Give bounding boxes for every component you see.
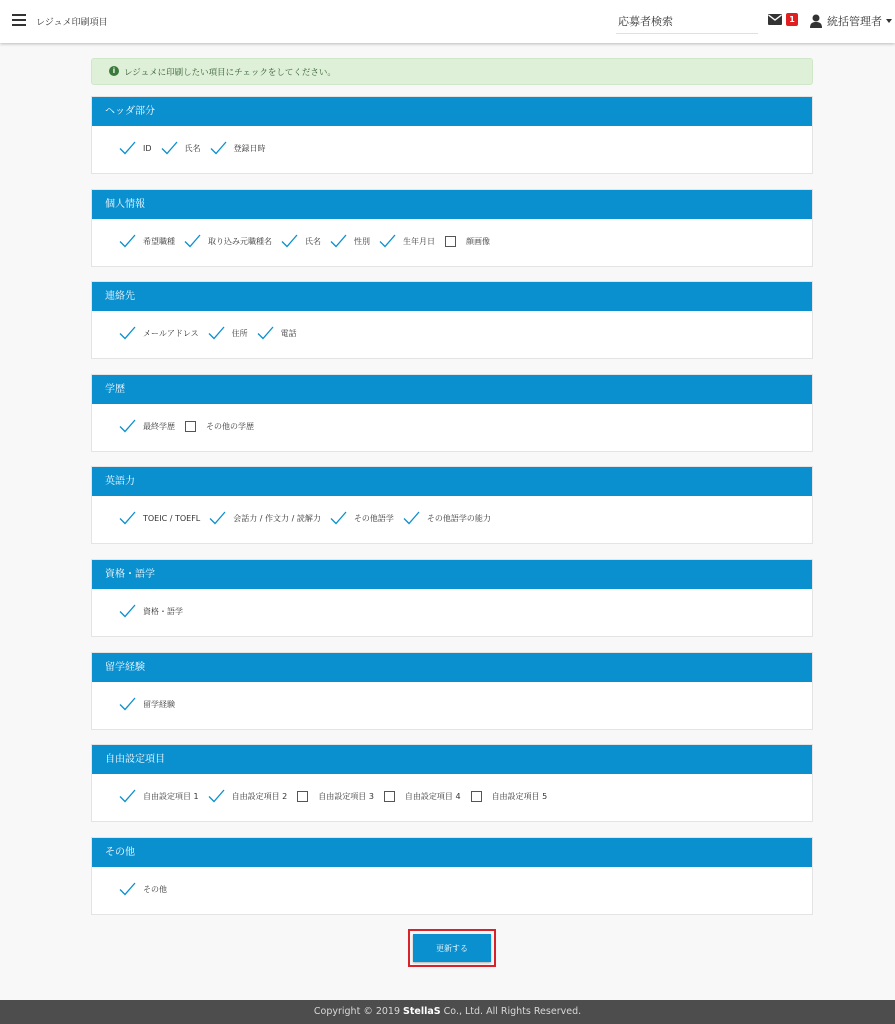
user-menu[interactable] — [810, 12, 892, 30]
option-row — [119, 418, 263, 434]
checkmark-icon — [119, 882, 136, 896]
section-title: 自由設定項目 — [92, 745, 812, 774]
option-label: 会話力 / 作文力 / 読解力 — [233, 513, 321, 523]
checkmark-icon — [161, 141, 178, 155]
update-button-highlight — [408, 929, 496, 967]
checkmark-icon — [330, 511, 347, 525]
unchecked-box-icon — [297, 791, 308, 802]
checkmark-icon — [119, 141, 136, 155]
copyright-prefix: Copyright © 2019 — [313, 1006, 401, 1017]
print-option-checkbox[interactable] — [119, 141, 152, 155]
option-row — [119, 510, 500, 526]
option-label: その他語学の能力 — [426, 513, 491, 523]
print-option-checkbox[interactable] — [119, 326, 199, 340]
print-option-checkbox[interactable] — [161, 141, 201, 155]
checkmark-icon — [119, 697, 136, 711]
print-option-checkbox[interactable] — [119, 882, 167, 896]
print-option-checkbox[interactable] — [119, 419, 175, 433]
option-label: 電話 — [280, 328, 297, 338]
print-option-checkbox[interactable] — [383, 791, 461, 802]
user-name: 統括管理者 — [827, 15, 882, 28]
unchecked-box-icon — [471, 791, 482, 802]
info-alert — [91, 58, 813, 85]
option-label: その他語学 — [353, 513, 394, 523]
mail-icon[interactable] — [768, 14, 782, 25]
option-label: 資格・語学 — [143, 606, 183, 616]
print-option-checkbox[interactable] — [119, 234, 175, 248]
update-button[interactable]: 更新する — [413, 934, 491, 962]
option-label: ID — [143, 143, 152, 153]
print-option-checkbox[interactable] — [444, 236, 490, 247]
print-option-checkbox[interactable] — [210, 141, 266, 155]
print-option-checkbox[interactable] — [208, 326, 248, 340]
option-label: 留学経験 — [143, 699, 175, 709]
applicant-search-input[interactable] — [616, 10, 758, 34]
option-label: 希望職種 — [143, 236, 175, 246]
option-label: 自由設定項目 5 — [491, 791, 548, 801]
section-title: その他 — [92, 838, 812, 867]
user-icon — [810, 14, 822, 28]
section-body — [92, 219, 812, 266]
copyright-suffix: Co., Ltd. All Rights Reserved. — [443, 1006, 582, 1017]
section-1 — [91, 96, 813, 174]
print-option-checkbox[interactable] — [184, 234, 272, 248]
print-option-checkbox[interactable] — [208, 789, 288, 803]
option-row — [119, 325, 306, 341]
section-body — [92, 774, 812, 821]
top-navbar — [0, 0, 895, 43]
section-body — [92, 682, 812, 729]
section-body — [92, 589, 812, 636]
section-title: 学歴 — [92, 375, 812, 404]
option-label: その他 — [143, 884, 167, 894]
checkmark-icon — [119, 604, 136, 618]
checkmark-icon — [210, 141, 227, 155]
print-option-checkbox[interactable] — [119, 789, 199, 803]
option-label: 性別 — [354, 236, 370, 246]
section-title: 連絡先 — [92, 282, 812, 311]
checkmark-icon — [119, 511, 136, 525]
section-title: ヘッダ部分 — [92, 97, 812, 126]
checkmark-icon — [119, 326, 136, 340]
option-label: TOEIC / TOEFL — [143, 513, 201, 523]
checkmark-icon — [281, 234, 298, 248]
print-option-checkbox[interactable] — [184, 421, 254, 432]
section-2 — [91, 189, 813, 267]
print-option-checkbox[interactable] — [257, 326, 297, 340]
option-row — [119, 881, 176, 897]
option-label: 住所 — [231, 328, 248, 338]
option-label: 自由設定項目 4 — [404, 791, 461, 801]
copyright-brand: StellaS — [403, 1006, 441, 1017]
section-body — [92, 496, 812, 543]
option-label: 取り込み元職種名 — [208, 236, 272, 246]
unchecked-box-icon — [384, 791, 395, 802]
print-option-checkbox[interactable] — [470, 791, 548, 802]
checkmark-icon — [119, 789, 136, 803]
option-row — [119, 233, 499, 249]
unchecked-box-icon — [185, 421, 196, 432]
section-title: 資格・語学 — [92, 560, 812, 589]
section-body — [92, 311, 812, 358]
print-option-checkbox[interactable] — [281, 234, 321, 248]
section-5 — [91, 466, 813, 544]
checkmark-icon — [184, 234, 201, 248]
print-option-checkbox[interactable] — [330, 511, 394, 525]
option-label: 氏名 — [305, 236, 321, 246]
print-option-checkbox[interactable] — [296, 791, 374, 802]
section-9 — [91, 837, 813, 915]
option-label: その他の学歴 — [206, 421, 254, 431]
footer — [0, 1000, 895, 1024]
option-label: 自由設定項目 2 — [231, 791, 288, 801]
checkmark-icon — [403, 511, 420, 525]
option-label: 登録日時 — [233, 143, 266, 153]
print-option-checkbox[interactable] — [119, 697, 175, 711]
checkmark-icon — [208, 326, 225, 340]
option-label: 自由設定項目 1 — [143, 791, 199, 801]
section-3 — [91, 281, 813, 359]
section-title: 個人情報 — [92, 190, 812, 219]
option-row — [119, 696, 184, 712]
section-body — [92, 867, 812, 914]
option-label: 最終学歴 — [143, 421, 175, 431]
option-label: 顔画像 — [466, 236, 490, 246]
checkmark-icon — [257, 326, 274, 340]
section-title: 英語力 — [92, 467, 812, 496]
print-option-checkbox[interactable] — [403, 511, 491, 525]
checkmark-icon — [119, 234, 136, 248]
unchecked-box-icon — [445, 236, 456, 247]
checkmark-icon — [379, 234, 396, 248]
page-title: レジュメ印刷項目 — [36, 18, 108, 28]
checkmark-icon — [208, 789, 225, 803]
section-4 — [91, 374, 813, 452]
section-title: 留学経験 — [92, 653, 812, 682]
menu-icon[interactable] — [12, 14, 26, 26]
notification-badge: 1 — [786, 13, 798, 26]
option-label: 生年月日 — [403, 236, 435, 246]
option-row — [119, 140, 275, 156]
option-label: メールアドレス — [143, 328, 199, 338]
section-body — [92, 126, 812, 173]
print-option-checkbox[interactable] — [119, 604, 183, 618]
option-row — [119, 603, 192, 619]
alert-message: レジュメに印刷したい項目にチェックをしてください。 — [124, 68, 336, 78]
checkmark-icon — [330, 234, 347, 248]
option-label: 氏名 — [184, 143, 201, 153]
print-option-checkbox[interactable] — [209, 511, 321, 525]
checkmark-icon — [209, 511, 226, 525]
checkmark-icon — [119, 419, 136, 433]
section-6 — [91, 559, 813, 637]
section-7 — [91, 652, 813, 730]
info-icon: i — [109, 66, 119, 76]
chevron-down-icon — [886, 19, 892, 23]
option-row — [119, 788, 556, 804]
print-option-checkbox[interactable] — [379, 234, 435, 248]
section-8 — [91, 744, 813, 822]
print-option-checkbox[interactable] — [330, 234, 370, 248]
option-label: 自由設定項目 3 — [318, 791, 374, 801]
print-option-checkbox[interactable] — [119, 511, 200, 525]
section-body — [92, 404, 812, 451]
